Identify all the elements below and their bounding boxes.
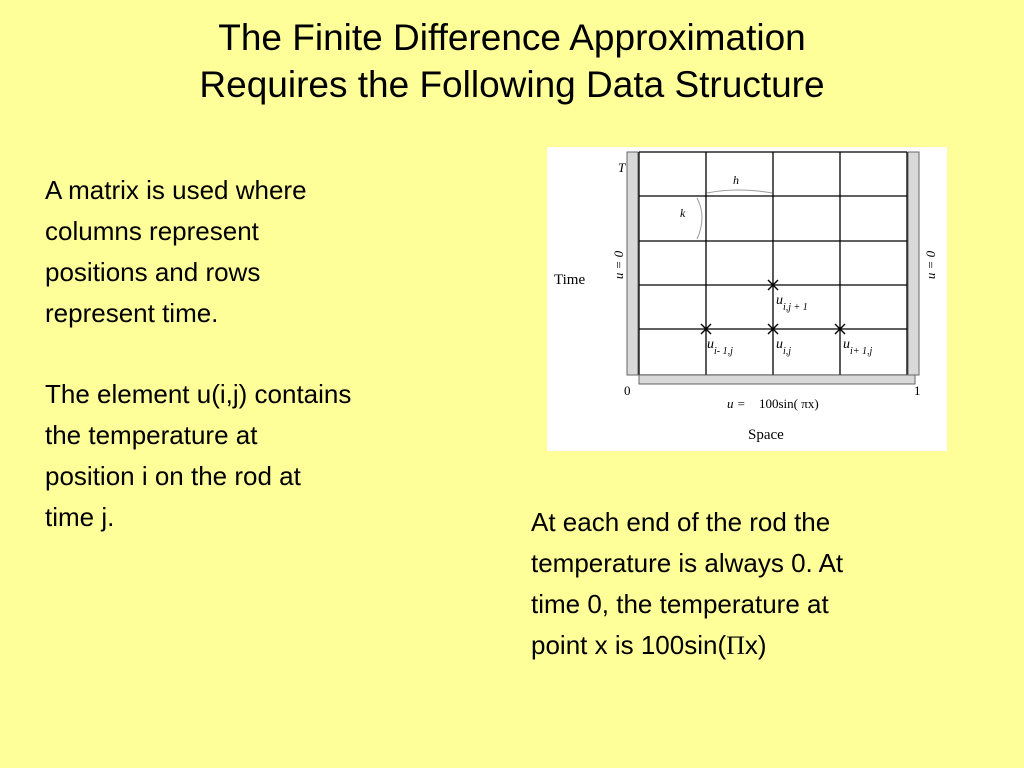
right-boundary-label: u = 0: [923, 250, 938, 280]
grid-diagram-svg: [547, 147, 947, 451]
top-time-label: T: [618, 160, 626, 175]
text-fragment: x): [744, 630, 767, 660]
text-line: columns represent: [45, 216, 259, 246]
right-end-label: 1: [914, 383, 921, 398]
right-boundary-bar: [908, 152, 919, 375]
text-fragment: point x is 100sin(: [531, 630, 727, 660]
node-label-left: [707, 337, 733, 357]
title-line-2: Requires the Following Data Structure: [199, 64, 825, 105]
initial-condition-bar: [639, 375, 915, 384]
matrix-description: [45, 170, 307, 334]
text-line: position i on the rod at: [45, 461, 301, 491]
element-description: [45, 374, 351, 538]
initial-condition-prefix: u =: [727, 396, 746, 411]
text-line: time 0, the temperature at: [531, 589, 829, 619]
text-line: temperature is always 0. At: [531, 548, 844, 578]
slide-title: [0, 14, 1024, 108]
node-label-base: u: [843, 337, 850, 352]
text-line: A matrix is used where: [45, 175, 307, 205]
node-label-center: [776, 337, 791, 357]
left-boundary-bar: [627, 152, 638, 375]
initial-condition-expression: 100sin( πx): [759, 396, 819, 411]
time-axis-label: Time: [554, 272, 586, 288]
text-line: [531, 625, 843, 666]
node-label-right: [843, 337, 873, 357]
step-h-arc: [707, 190, 772, 193]
origin-label: 0: [624, 383, 631, 398]
left-boundary-label: u = 0: [611, 250, 626, 280]
text-line: positions and rows: [45, 257, 261, 287]
text-line: represent time.: [45, 298, 219, 328]
grid-lines: [639, 152, 907, 375]
finite-difference-grid-diagram: [547, 147, 947, 451]
boundary-description: [531, 502, 843, 666]
step-k-arc: [697, 198, 702, 239]
node-label-base: u: [776, 337, 783, 352]
text-line: At each end of the rod the: [531, 507, 831, 537]
node-label-base: u: [776, 293, 783, 308]
text-line: time j.: [45, 502, 115, 532]
step-h-label: h: [733, 173, 739, 187]
node-label-base: u: [707, 337, 714, 352]
node-label-subscript: i,j + 1: [783, 302, 808, 313]
step-k-label: k: [680, 206, 686, 220]
node-label-subscript: i,j: [783, 346, 792, 357]
text-line: The element u(i,j) contains: [45, 379, 352, 409]
space-axis-label: Space: [748, 427, 784, 443]
node-label-subscript: i- 1,j: [714, 346, 733, 357]
title-line-1: The Finite Difference Approximation: [218, 17, 806, 58]
text-line: the temperature at: [45, 420, 258, 450]
node-label-subscript: i+ 1,j: [850, 346, 873, 357]
node-label-above: [776, 293, 808, 313]
pi-symbol: Π: [726, 631, 745, 660]
